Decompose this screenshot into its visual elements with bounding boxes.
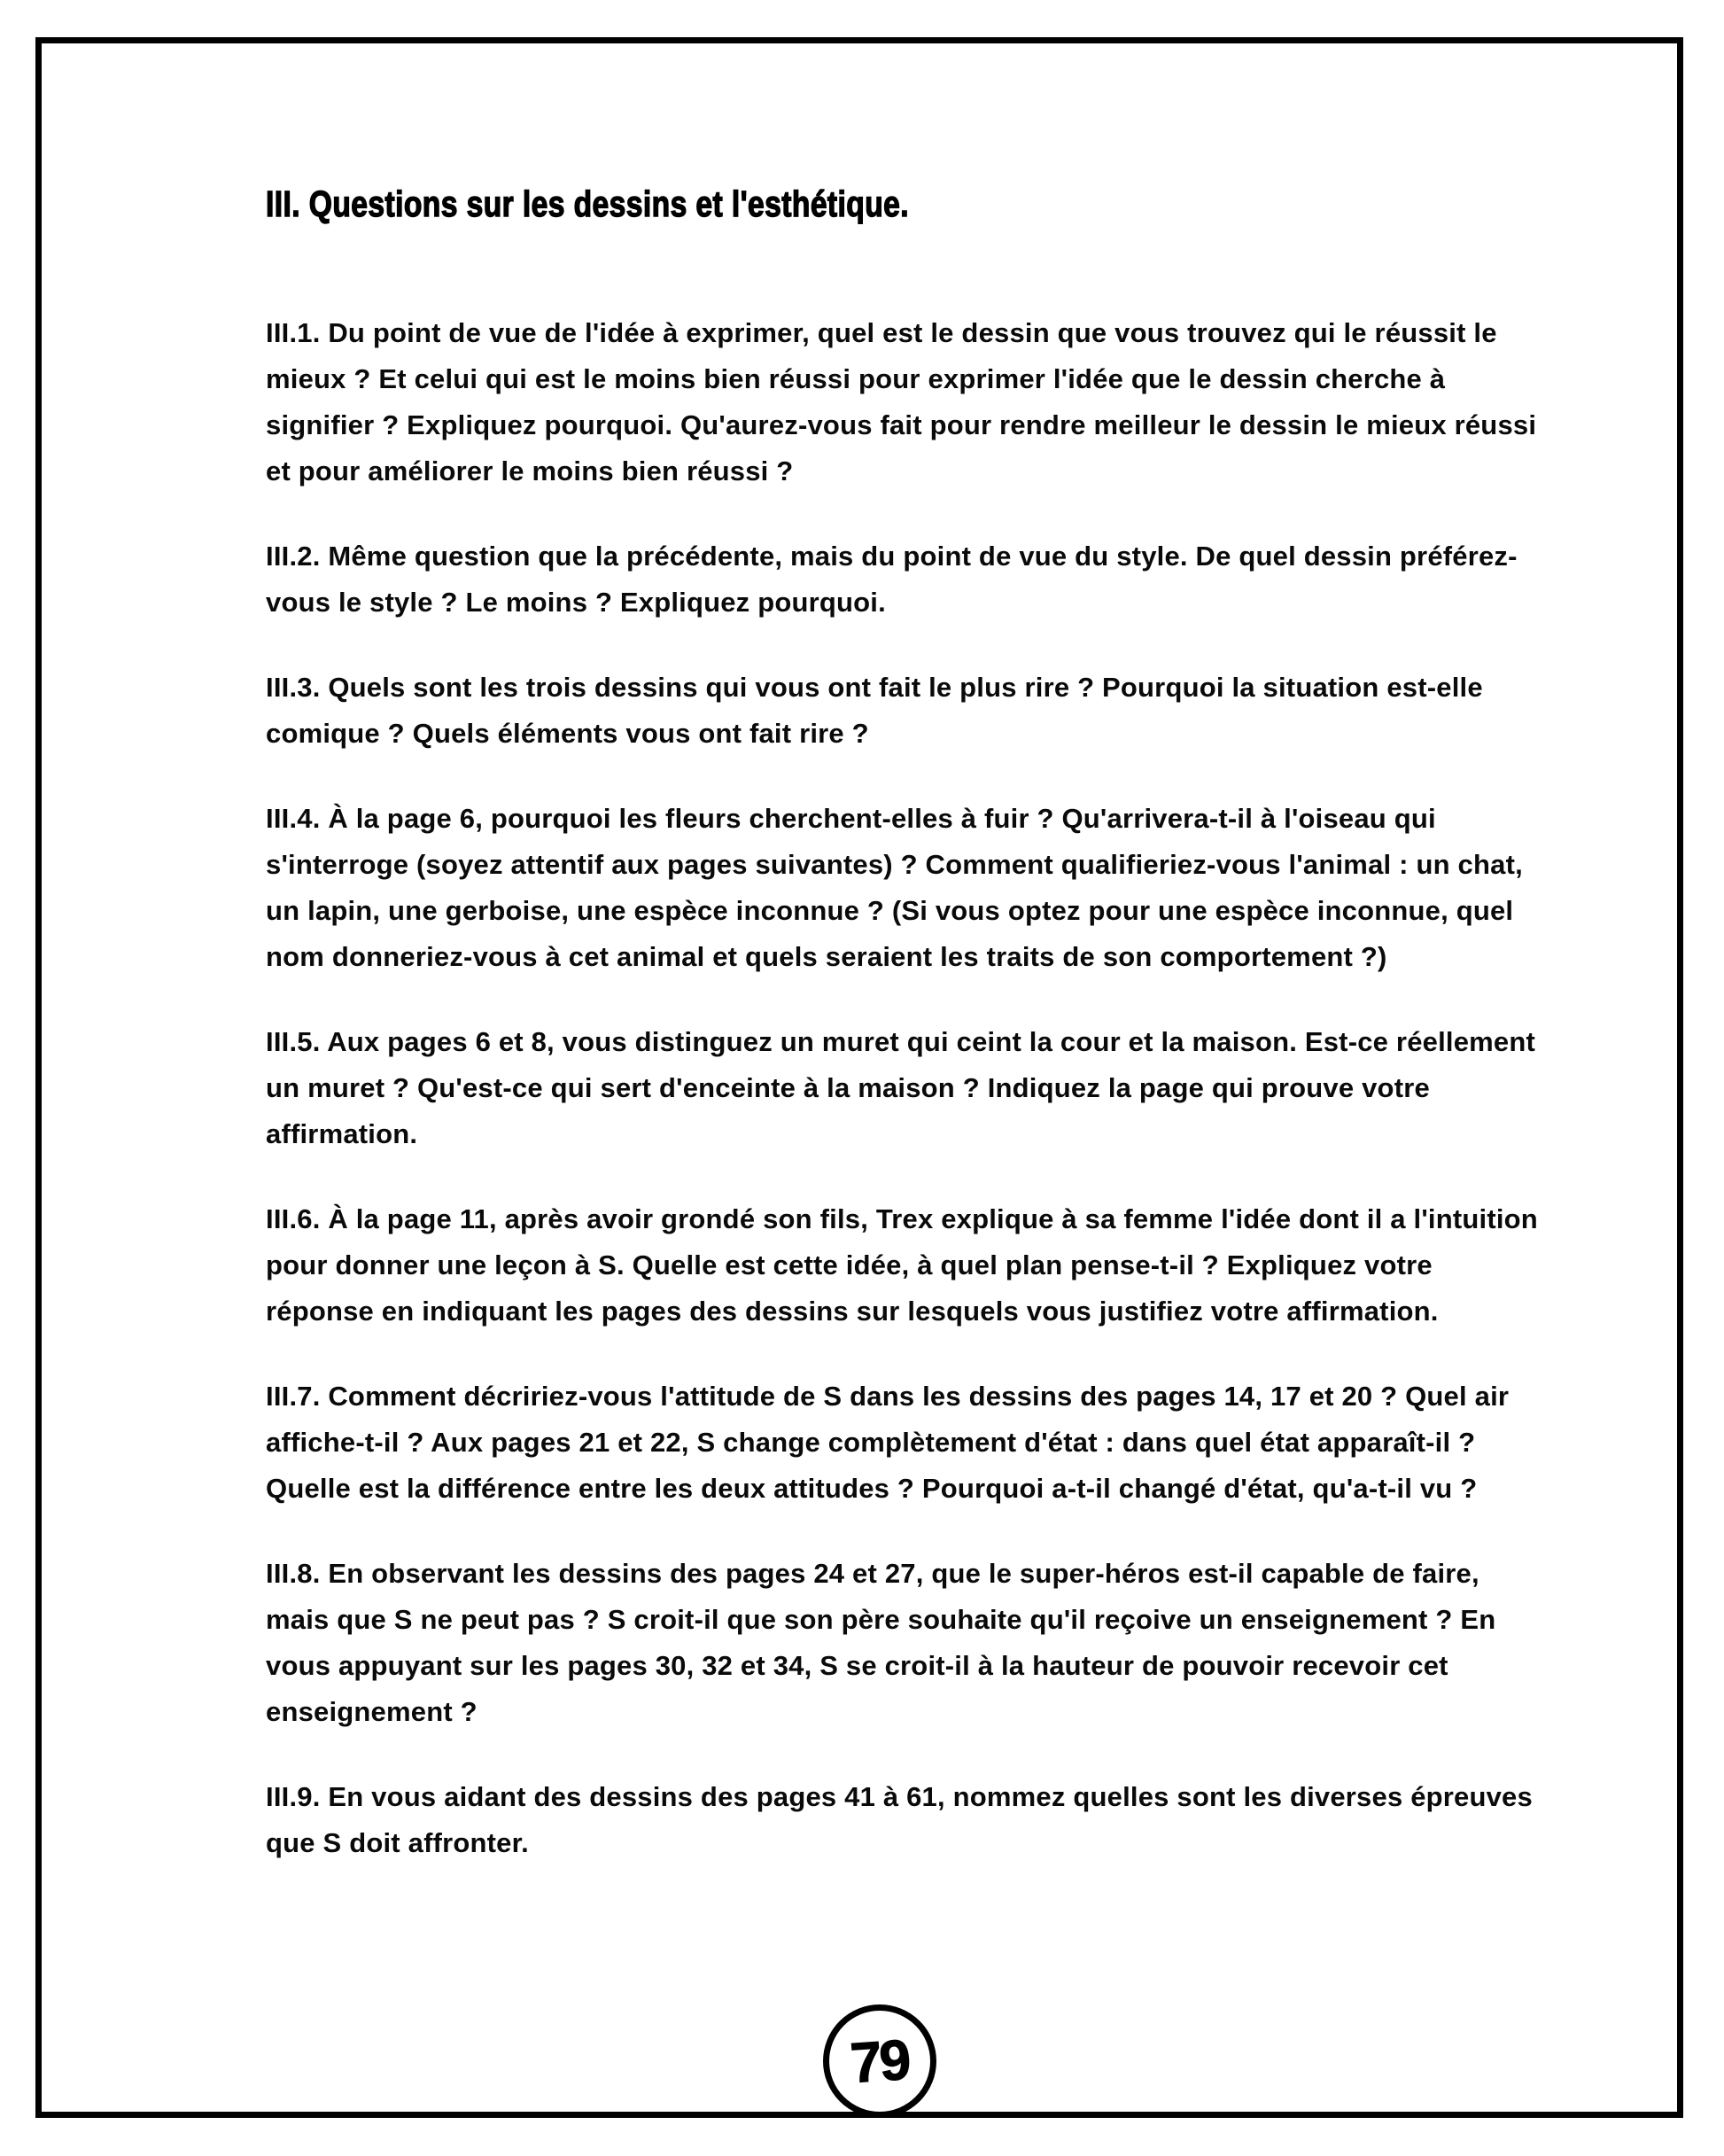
- section-heading: III. Questions sur les dessins et l'esthétique.: [266, 183, 910, 224]
- question-text: À la page 6, pourquoi les fleurs cherchent-elles à fuir ? Qu'arrivera-t-il à l'oiseau qui s'interroge (soyez attentif aux pages suivantes) ? Comment qualifieriez-vous l'animal : un chat, un lapin, une gerboise, une espèce inconnue ? (Si vous optez pour une espèce inconnue, quel nom donneriez-vous à cet animal et quels seraient les traits de son comportement ?): [266, 803, 1523, 972]
- question-number: III.6.: [266, 1203, 321, 1234]
- question-item-5: [266, 1019, 1542, 1157]
- question-number: III.8.: [266, 1558, 321, 1589]
- question-number: III.1.: [266, 317, 321, 348]
- question-text: En observant les dessins des pages 24 et 27, que le super-héros est-il capable de faire, mais que S ne peut pas ? S croit-il que son père souhaite qu'il reçoive un enseignement ? En vous appuyant sur les pages 30, 32 et 34, S se croit-il à la hauteur de pouvoir recevoir cet enseignement ?: [266, 1558, 1496, 1727]
- page-number: 79: [848, 2027, 912, 2096]
- question-item-4: [266, 796, 1542, 980]
- page-number-badge: [823, 2004, 936, 2118]
- question-item-6: [266, 1196, 1542, 1335]
- question-text: Quels sont les trois dessins qui vous ont fait le plus rire ? Pourquoi la situation est-elle comique ? Quels éléments vous ont fait rire ?: [266, 672, 1483, 749]
- question-item-3: [266, 665, 1542, 757]
- question-text: Aux pages 6 et 8, vous distinguez un muret qui ceint la cour et la maison. Est-ce réellement un muret ? Qu'est-ce qui sert d'enceinte à la maison ? Indiquez la page qui prouve votre affirmation.: [266, 1026, 1535, 1149]
- question-item-7: [266, 1374, 1542, 1512]
- question-number: III.4.: [266, 803, 321, 834]
- question-text: À la page 11, après avoir grondé son fils, Trex explique à sa femme l'idée dont il a l'intuition pour donner une leçon à S. Quelle est cette idée, à quel plan pense-t-il ? Expliquez votre réponse en indiquant les pages des dessins sur lesquels vous justifiez votre affirmation.: [266, 1203, 1538, 1327]
- question-number: III.5.: [266, 1026, 321, 1057]
- question-text: Du point de vue de l'idée à exprimer, quel est le dessin que vous trouvez qui le réussit le mieux ? Et celui qui est le moins bien réussi pour exprimer l'idée que le dessin cherche à signifier ? Expliquez pourquoi. Qu'aurez-vous fait pour rendre meilleur le dessin le mieux réussi et pour améliorer le moins bien réussi ?: [266, 317, 1537, 486]
- question-number: III.2.: [266, 541, 321, 572]
- page-content: [42, 43, 1677, 2112]
- questions-list: [266, 310, 1542, 1866]
- page-border-frame: [35, 37, 1683, 2118]
- question-item-2: [266, 533, 1542, 626]
- question-item-8: [266, 1551, 1542, 1735]
- question-number: III.9.: [266, 1781, 321, 1812]
- question-number: III.3.: [266, 672, 321, 703]
- question-text: Même question que la précédente, mais du point de vue du style. De quel dessin préférez-vous le style ? Le moins ? Expliquez pourquoi.: [266, 541, 1518, 618]
- question-item-9: [266, 1774, 1542, 1866]
- question-text: En vous aidant des dessins des pages 41 à 61, nommez quelles sont les diverses épreuves que S doit affronter.: [266, 1781, 1533, 1858]
- question-number: III.7.: [266, 1381, 321, 1412]
- question-text: Comment décririez-vous l'attitude de S dans les dessins des pages 14, 17 et 20 ? Quel air affiche-t-il ? Aux pages 21 et 22, S change complètement d'état : dans quel état apparaît-il ? Quelle est la différence entre les deux attitudes ? Pourquoi a-t-il changé d'état, qu'a-t-il vu ?: [266, 1381, 1510, 1504]
- question-item-1: [266, 310, 1542, 494]
